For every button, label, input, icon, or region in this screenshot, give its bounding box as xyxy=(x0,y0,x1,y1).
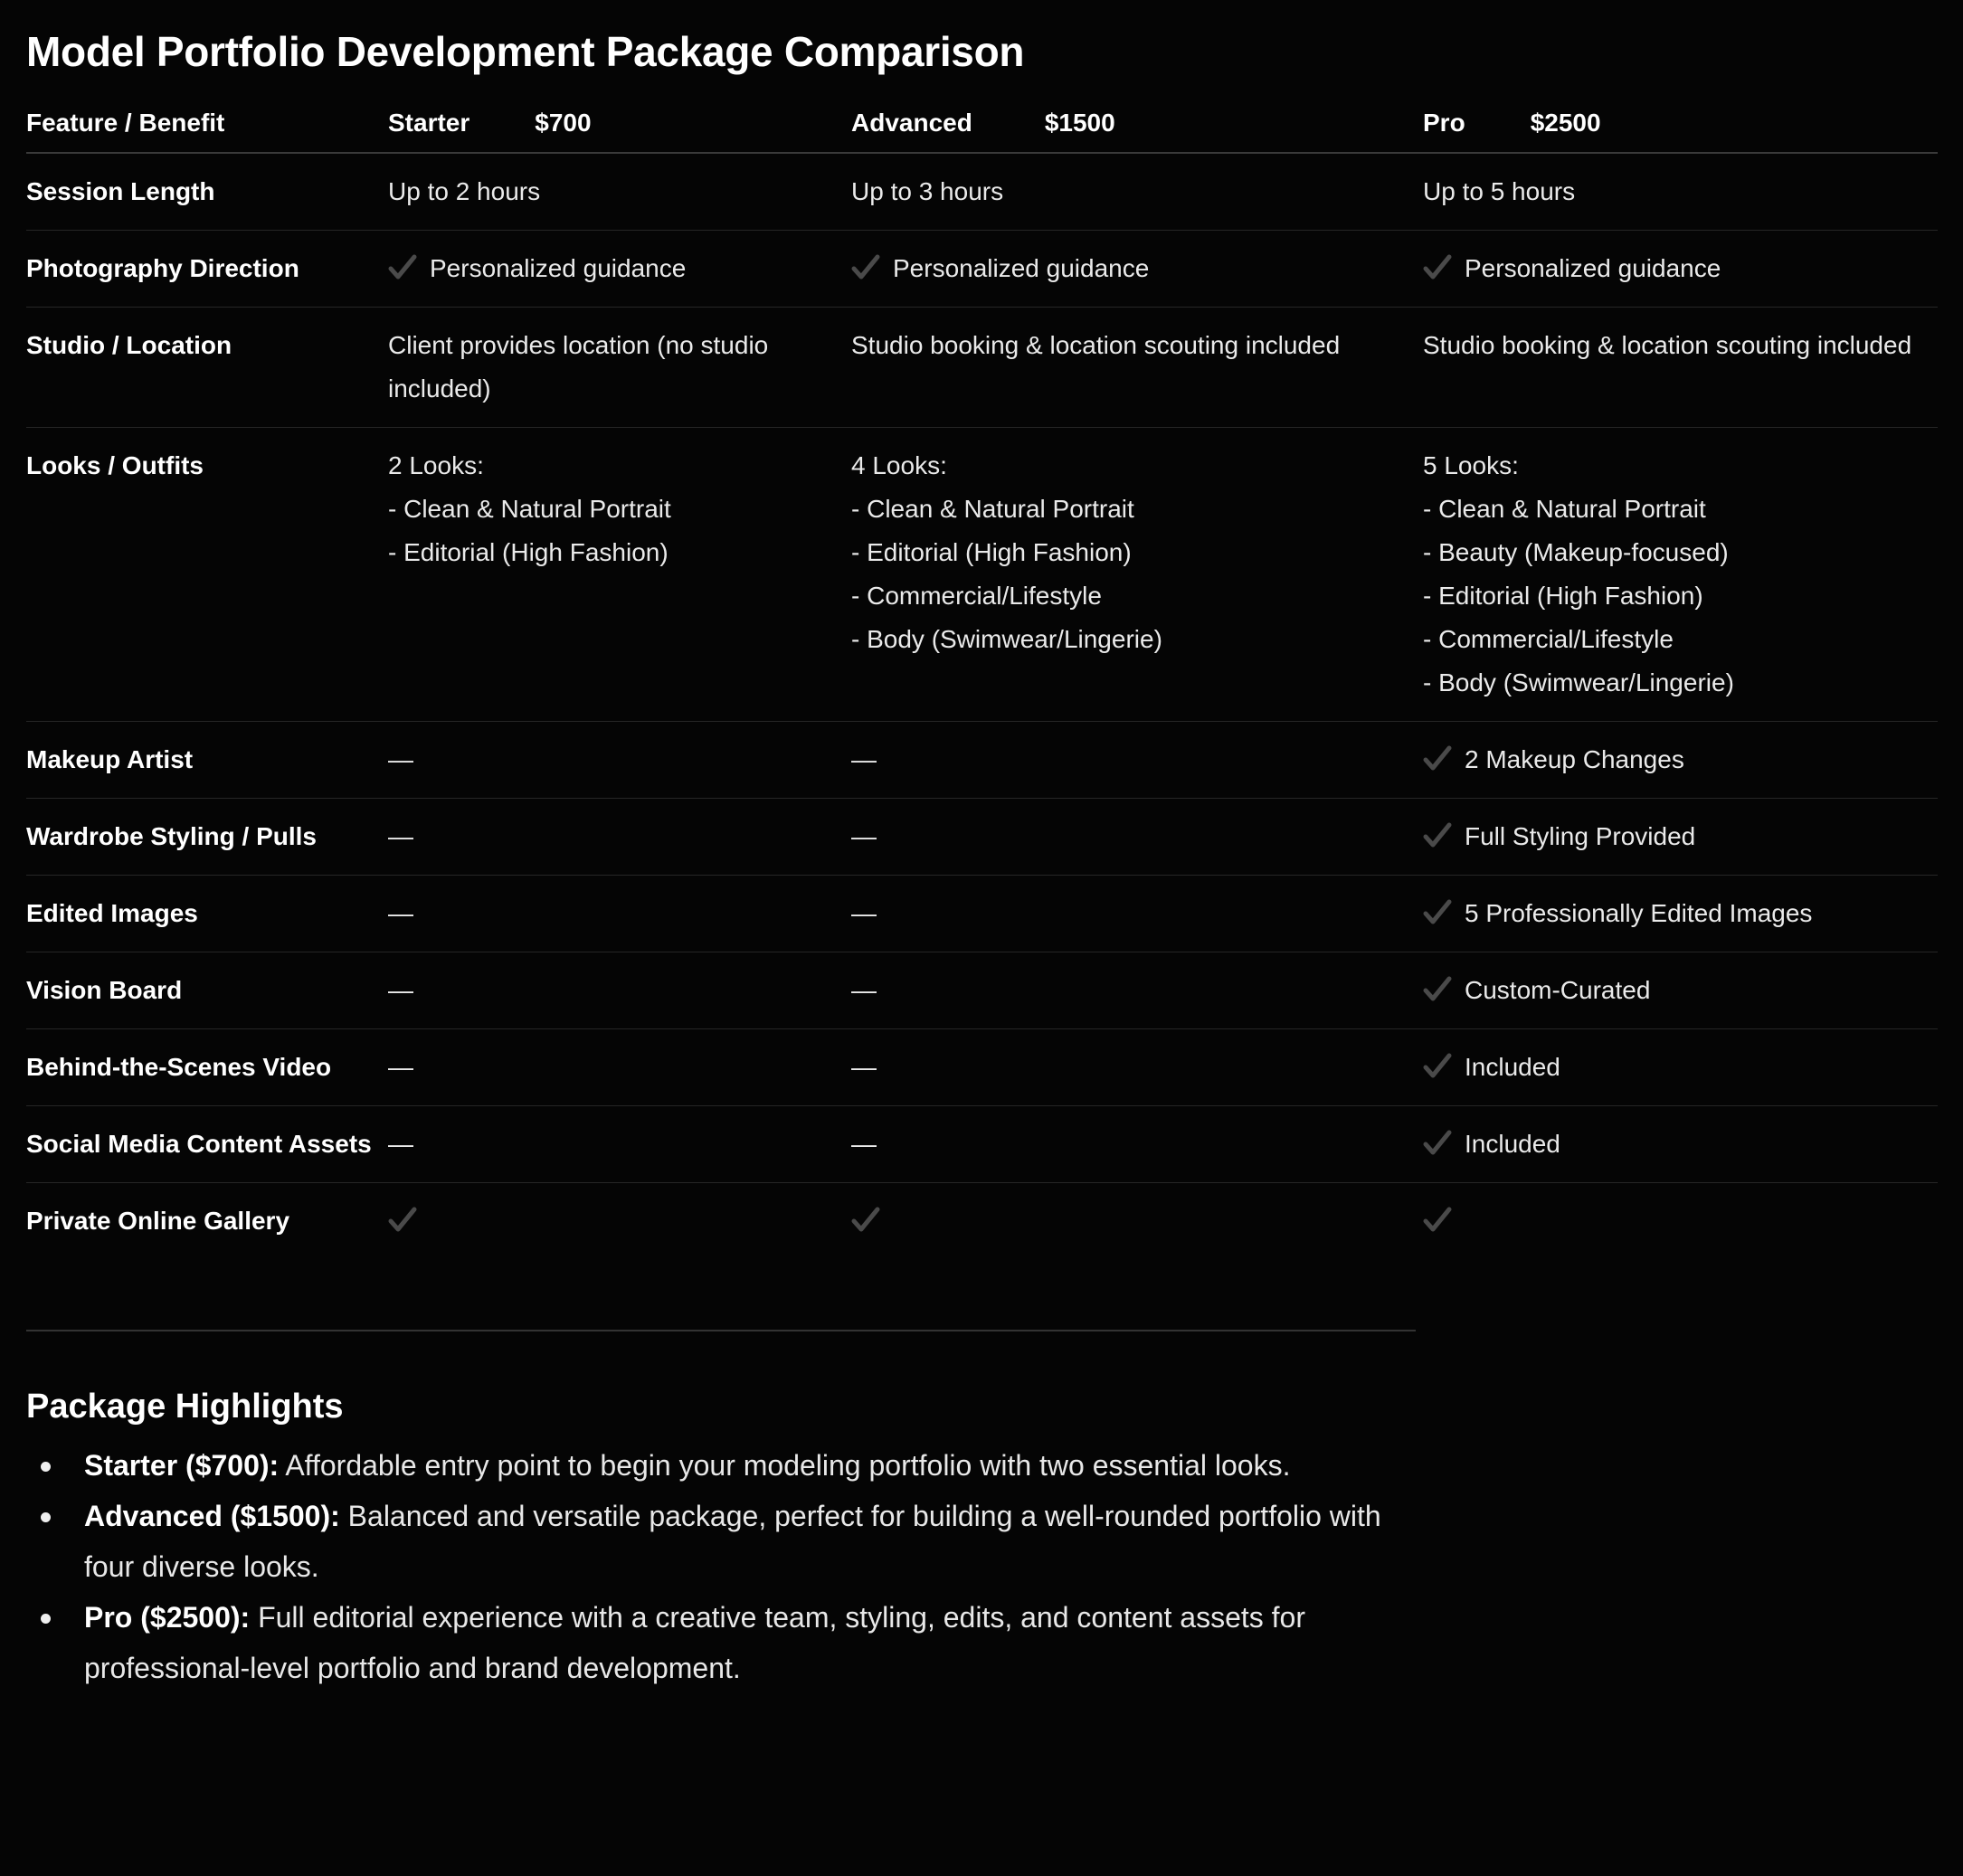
cell-text: - Body (Swimwear/Lingerie) xyxy=(851,625,1162,653)
highlight-text: Affordable entry point to begin your modeling portfolio with two essential looks. xyxy=(279,1449,1291,1482)
highlight-text: Full editorial experience with a creative team, styling, edits, and content assets for professional-level portfolio and brand development. xyxy=(84,1601,1305,1684)
table-row xyxy=(26,1106,1938,1183)
table-row xyxy=(26,1183,1938,1331)
not-included-dash: — xyxy=(851,1130,877,1158)
feature-label: Looks / Outfits xyxy=(26,428,388,722)
plan-cell xyxy=(388,952,851,1029)
cell-text: Up to 2 hours xyxy=(388,177,541,205)
check-icon xyxy=(388,1206,417,1235)
plan-name: Starter xyxy=(388,109,470,137)
plan-price: $2500 xyxy=(1530,109,1601,137)
highlight-text: Balanced and versatile package, perfect for building a well-rounded portfolio with four diverse looks. xyxy=(84,1500,1381,1583)
comparison-table xyxy=(26,94,1938,1330)
cell-text: Up to 5 hours xyxy=(1423,177,1576,205)
cell-text: - Clean & Natural Portrait xyxy=(388,495,671,523)
not-included-dash: — xyxy=(851,976,877,1004)
check-icon xyxy=(851,1206,880,1235)
table-row xyxy=(26,799,1938,876)
plan-cell xyxy=(388,1183,851,1331)
header-plan-starter xyxy=(388,94,851,153)
table-row xyxy=(26,1029,1938,1106)
highlights-list xyxy=(26,1440,1401,1693)
feature-label: Studio / Location xyxy=(26,308,388,428)
table-row xyxy=(26,308,1938,428)
cell-text: - Commercial/Lifestyle xyxy=(851,582,1102,610)
highlight-label: Advanced ($1500): xyxy=(84,1500,340,1532)
list-item xyxy=(26,1592,1401,1693)
plan-cell xyxy=(851,876,1423,952)
check-icon xyxy=(1423,1052,1452,1081)
plan-cell xyxy=(388,722,851,799)
plan-cell xyxy=(851,1183,1423,1331)
plan-price: $1500 xyxy=(1044,109,1115,137)
cell-text: Personalized guidance xyxy=(893,254,1150,282)
plan-cell xyxy=(851,231,1423,308)
check-icon xyxy=(388,253,417,282)
feature-label: Wardrobe Styling / Pulls xyxy=(26,799,388,876)
feature-label: Vision Board xyxy=(26,952,388,1029)
page xyxy=(26,0,1938,1693)
plan-name: Advanced xyxy=(851,109,972,137)
check-icon xyxy=(1423,821,1452,850)
divider xyxy=(26,1330,1416,1331)
plan-cell xyxy=(1423,1106,1938,1183)
not-included-dash: — xyxy=(851,1053,877,1081)
feature-label: Makeup Artist xyxy=(26,722,388,799)
plan-cell xyxy=(388,1106,851,1183)
plan-cell xyxy=(851,1106,1423,1183)
plan-cell xyxy=(851,153,1423,231)
not-included-dash: — xyxy=(388,745,413,773)
check-icon xyxy=(1423,744,1452,773)
check-icon xyxy=(1423,898,1452,927)
highlight-label: Starter ($700): xyxy=(84,1449,280,1482)
not-included-dash: — xyxy=(851,745,877,773)
check-icon xyxy=(1423,1129,1452,1158)
cell-text: - Beauty (Makeup-focused) xyxy=(1423,538,1729,566)
cell-text: Studio booking & location scouting included xyxy=(851,331,1341,359)
cell-text: - Editorial (High Fashion) xyxy=(851,538,1132,566)
cell-text: Included xyxy=(1465,1053,1560,1081)
bullet-icon xyxy=(41,1462,51,1472)
table-body xyxy=(26,153,1938,1330)
cell-text: Client provides location (no studio included) xyxy=(388,331,769,403)
not-included-dash: — xyxy=(388,1130,413,1158)
plan-cell xyxy=(388,428,851,722)
cell-text: - Body (Swimwear/Lingerie) xyxy=(1423,668,1734,696)
plan-cell xyxy=(851,722,1423,799)
cell-text: 5 Professionally Edited Images xyxy=(1465,899,1813,927)
plan-cell xyxy=(388,876,851,952)
feature-label: Photography Direction xyxy=(26,231,388,308)
plan-cell xyxy=(1423,799,1938,876)
plan-name: Pro xyxy=(1423,109,1465,137)
table-row xyxy=(26,153,1938,231)
plan-cell xyxy=(1423,231,1938,308)
cell-text: Custom-Curated xyxy=(1465,976,1651,1004)
header-plan-advanced xyxy=(851,94,1423,153)
cell-text: 2 Makeup Changes xyxy=(1465,745,1684,773)
list-item xyxy=(26,1440,1401,1491)
list-item xyxy=(26,1491,1401,1592)
check-icon xyxy=(1423,1206,1452,1235)
plan-cell xyxy=(851,428,1423,722)
plan-cell xyxy=(1423,876,1938,952)
plan-cell xyxy=(388,153,851,231)
cell-text: - Clean & Natural Portrait xyxy=(1423,495,1706,523)
plan-cell xyxy=(851,308,1423,428)
cell-text: - Commercial/Lifestyle xyxy=(1423,625,1674,653)
check-icon xyxy=(851,253,880,282)
feature-label: Social Media Content Assets xyxy=(26,1106,388,1183)
check-icon xyxy=(1423,253,1452,282)
cell-text: Studio booking & location scouting included xyxy=(1423,331,1912,359)
cell-text: Full Styling Provided xyxy=(1465,822,1696,850)
page-title: Model Portfolio Development Package Comparison xyxy=(26,28,1025,75)
table-row xyxy=(26,231,1938,308)
cell-text: - Clean & Natural Portrait xyxy=(851,495,1134,523)
cell-text: 4 Looks: xyxy=(851,451,947,479)
plan-cell xyxy=(1423,952,1938,1029)
cell-text: 5 Looks: xyxy=(1423,451,1519,479)
plan-cell xyxy=(1423,722,1938,799)
plan-price: $700 xyxy=(535,109,592,137)
header-plan-pro xyxy=(1423,94,1938,153)
plan-cell xyxy=(1423,308,1938,428)
not-included-dash: — xyxy=(388,822,413,850)
table-row xyxy=(26,876,1938,952)
plan-cell xyxy=(1423,1183,1938,1331)
not-included-dash: — xyxy=(388,1053,413,1081)
plan-cell xyxy=(851,1029,1423,1106)
feature-label: Behind-the-Scenes Video xyxy=(26,1029,388,1106)
bullet-icon xyxy=(41,1512,51,1522)
cell-text: 2 Looks: xyxy=(388,451,484,479)
not-included-dash: — xyxy=(388,976,413,1004)
check-icon xyxy=(1423,975,1452,1004)
cell-text: Personalized guidance xyxy=(430,254,687,282)
plan-cell xyxy=(851,952,1423,1029)
plan-cell xyxy=(388,1029,851,1106)
header-feature: Feature / Benefit xyxy=(26,94,388,153)
table-row xyxy=(26,428,1938,722)
plan-cell xyxy=(1423,153,1938,231)
plan-cell xyxy=(851,799,1423,876)
not-included-dash: — xyxy=(388,899,413,927)
not-included-dash: — xyxy=(851,899,877,927)
plan-cell xyxy=(388,799,851,876)
cell-text: - Editorial (High Fashion) xyxy=(388,538,669,566)
plan-cell xyxy=(1423,1029,1938,1106)
plan-cell xyxy=(388,231,851,308)
feature-label: Session Length xyxy=(26,153,388,231)
feature-label: Edited Images xyxy=(26,876,388,952)
cell-text: - Editorial (High Fashion) xyxy=(1423,582,1703,610)
table-row xyxy=(26,952,1938,1029)
bullet-icon xyxy=(41,1614,51,1624)
table-row xyxy=(26,722,1938,799)
not-included-dash: — xyxy=(851,822,877,850)
feature-label: Private Online Gallery xyxy=(26,1207,290,1235)
plan-cell xyxy=(388,308,851,428)
cell-text: Up to 3 hours xyxy=(851,177,1004,205)
highlights-title: Package Highlights xyxy=(26,1388,344,1426)
plan-cell xyxy=(1423,428,1938,722)
table-header-row xyxy=(26,94,1938,153)
cell-text: Included xyxy=(1465,1130,1560,1158)
highlight-label: Pro ($2500): xyxy=(84,1601,251,1634)
cell-text: Personalized guidance xyxy=(1465,254,1721,282)
